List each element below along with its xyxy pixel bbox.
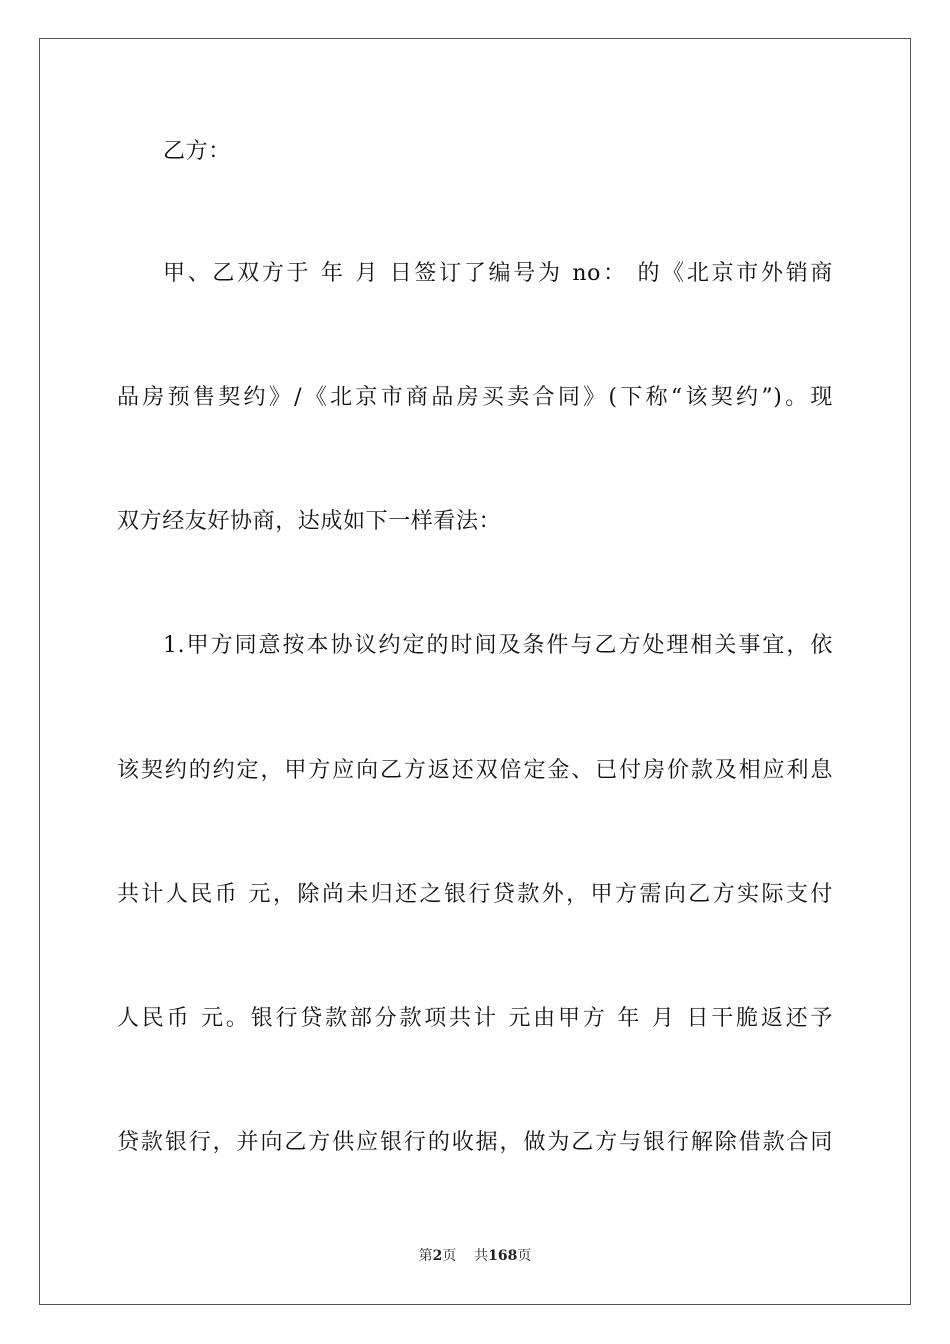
text-line-8: 人民币 元。银行贷款部分款项共计 元由甲方 年 月 日干脆返还予 <box>117 1006 833 1031</box>
text-line-2: 甲、乙双方于 年 月 日签订了编号为 no： 的《北京市外销商 <box>163 261 833 286</box>
text-line-4: 双方经友好协商，达成如下一样看法： <box>117 509 502 534</box>
text-line-6: 该契约的约定，甲方应向乙方返还双倍定金、已付房价款及相应利息 <box>117 758 833 783</box>
text-line-3: 品房预售契约》/《北京市商品房买卖合同》(下称“该契约”)。现 <box>117 385 833 410</box>
text-line-5: 1.甲方同意按本协议约定的时间及条件与乙方处理相关事宜，依 <box>163 633 833 658</box>
text-line-9: 贷款银行，并向乙方供应银行的收据，做为乙方与银行解除借款合同 <box>117 1130 833 1155</box>
footer-total-prefix: 共 <box>474 1248 489 1264</box>
text-line-1: 乙方： <box>163 139 231 164</box>
footer-page-prefix: 第 <box>418 1248 433 1264</box>
page-footer <box>0 1247 950 1265</box>
footer-page-suffix: 页 <box>442 1248 457 1264</box>
text-line-7: 共计人民币 元，除尚未归还之银行贷款外，甲方需向乙方实际支付 <box>117 882 833 907</box>
footer-total-suffix: 页 <box>517 1248 532 1264</box>
page-border <box>39 38 911 1305</box>
footer-total-pages: 168 <box>488 1248 518 1264</box>
footer-page-number: 2 <box>432 1248 443 1264</box>
